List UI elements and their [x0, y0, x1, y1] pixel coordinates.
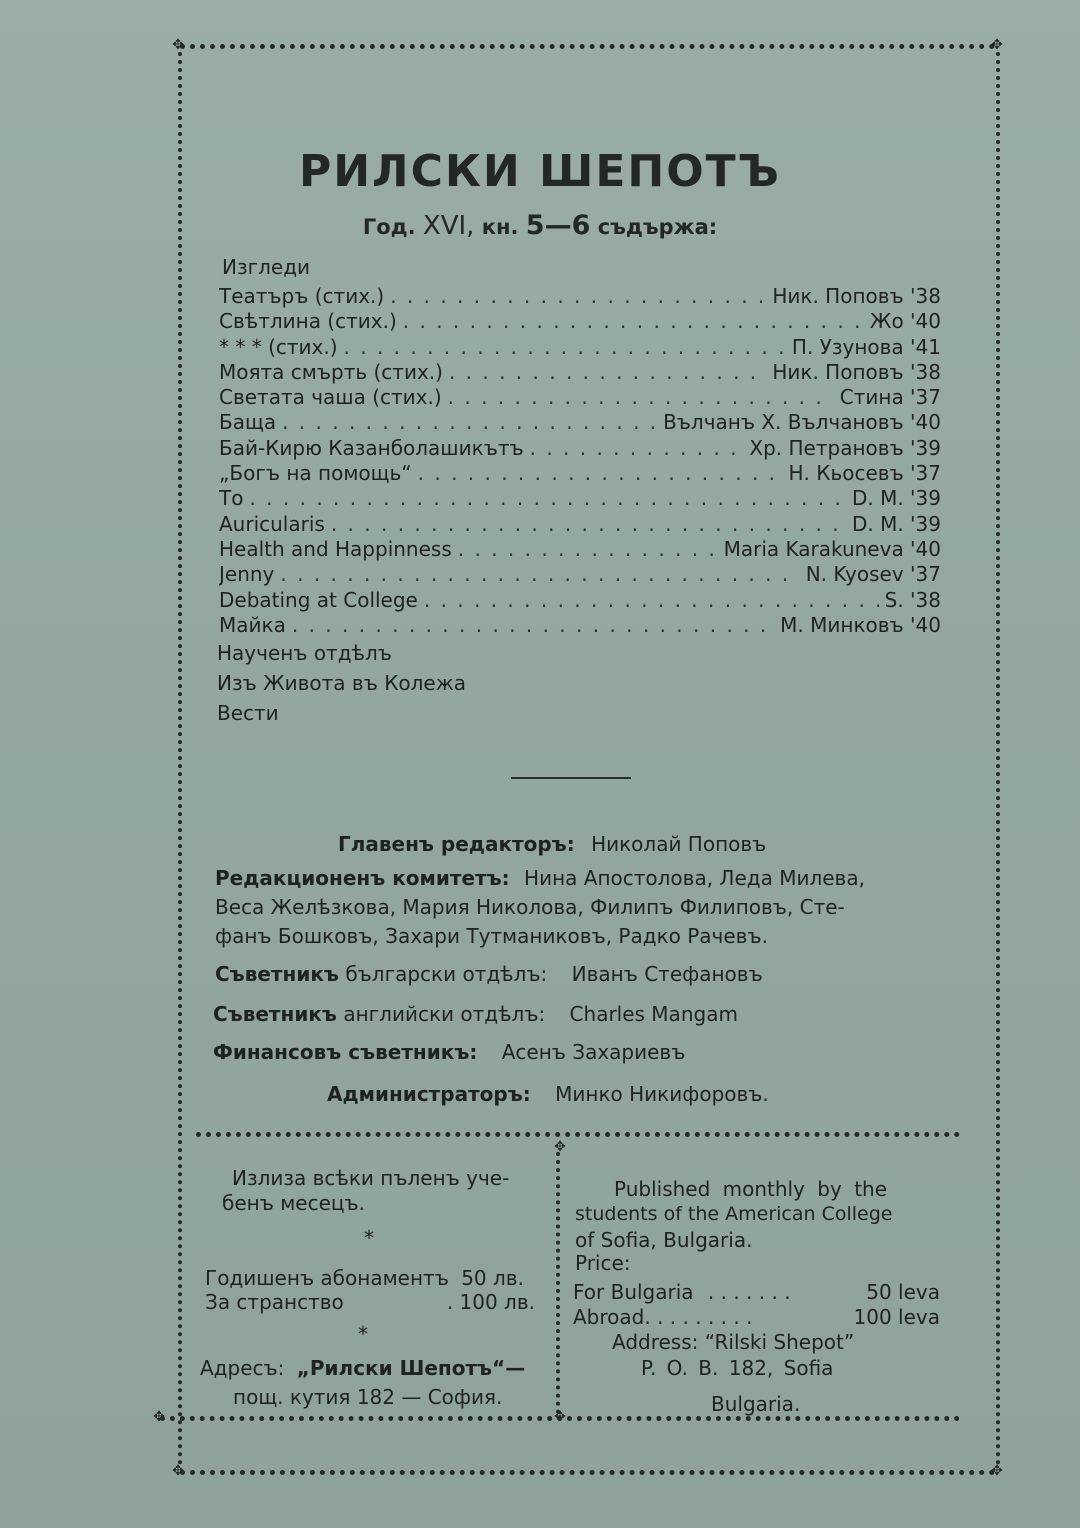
administrator-line	[327, 1082, 769, 1106]
info-en-address-1: Address: “Rilski Shepot”	[612, 1330, 855, 1354]
toc-title: Debating at College	[219, 587, 418, 612]
toc-author: D. M. '39	[851, 511, 941, 536]
toc-title: * * * (стих.)	[219, 334, 338, 359]
info-en-price-1-label: For Bulgaria	[573, 1280, 694, 1304]
info-bg-line-1: Излиза всѣки пъленъ уче-	[232, 1166, 510, 1190]
leader-dots	[292, 613, 774, 637]
leader-dots	[458, 537, 718, 561]
toc-entry	[219, 335, 941, 360]
committee-line-2: Веса Желѣзкова, Мария Николова, Филипъ Филиповъ, Сте-	[215, 895, 845, 919]
section-item: Наученъ отдѣлъ	[217, 641, 392, 665]
issue-book-prefix: кн.	[481, 215, 519, 239]
leader-dots: . . . . . . .	[707, 1280, 791, 1304]
issue-line	[0, 210, 1080, 241]
toc-title: Светата чаша (стих.)	[219, 385, 442, 410]
leader-dots	[282, 410, 657, 434]
toc-title: Свѣтлина (стих.)	[219, 309, 397, 334]
toc-title: Баща	[219, 410, 277, 435]
info-bg-address-2: пощ. кутия 182 — София.	[233, 1385, 503, 1409]
info-bg-sub-1-label: Годишенъ абонаментъ	[205, 1266, 449, 1290]
toc-title: Jenny	[219, 562, 275, 587]
toc-author: Стина '37	[839, 385, 941, 410]
info-box-divider	[556, 1152, 560, 1414]
toc-entry	[219, 410, 941, 435]
bg-advisor-dept: български отдѣлъ:	[345, 962, 548, 986]
toc-author: N. Kyosev '37	[805, 562, 941, 587]
committee-line-1	[215, 866, 865, 890]
corner-ornament-icon: ✥	[172, 1463, 184, 1479]
corner-ornament-icon: ✥	[991, 1463, 1003, 1479]
toc-author: Жо '40	[869, 309, 941, 334]
toc-title: Бай-Кирю Казанболашикътъ	[219, 435, 524, 460]
toc-title: „Богъ на помощь“	[219, 461, 412, 486]
toc-author: Maria Karakuneva '40	[723, 536, 941, 561]
info-bg-sub-2	[205, 1290, 535, 1314]
toc-author: D. M. '39	[851, 486, 941, 511]
en-advisor-name: Charles Mangam	[569, 1002, 738, 1026]
info-en-price-2-label: Abroad.	[573, 1305, 651, 1329]
leader-dots	[249, 486, 846, 510]
en-advisor-label: Съветникъ	[213, 1002, 337, 1026]
info-en-address-2: P. O. B. 182, Sofia	[641, 1356, 834, 1380]
info-bg-sub-1-price: 50 лв.	[461, 1266, 524, 1290]
toc-entry	[219, 512, 941, 537]
finance-advisor-line	[213, 1040, 685, 1064]
info-bg-sub-1	[205, 1266, 524, 1290]
divider-rule	[511, 777, 631, 779]
leader-dots	[424, 588, 879, 612]
chief-editor-line	[338, 832, 766, 856]
info-en-line-1: Published monthly by the	[614, 1177, 888, 1201]
finance-advisor-name: Асенъ Захариевъ	[501, 1040, 686, 1064]
toc-title: Health and Happinness	[219, 536, 452, 561]
administrator-label: Администраторъ:	[327, 1082, 531, 1106]
bg-advisor-line	[215, 962, 763, 986]
issue-suffix: съдържа:	[597, 215, 718, 239]
info-bg-star: *	[358, 1322, 368, 1346]
leader-dots	[331, 512, 846, 536]
toc-author: М. Минковъ '40	[780, 612, 941, 637]
info-en-price-1	[573, 1280, 940, 1304]
administrator-name: Минко Никифоровъ.	[555, 1082, 769, 1106]
corner-ornament-icon: ✥	[554, 1139, 566, 1155]
leader-dots	[403, 309, 864, 333]
info-en-price-label: Price:	[575, 1251, 631, 1275]
leader-dots	[530, 436, 744, 460]
committee-label: Редакционенъ комитетъ:	[215, 866, 510, 890]
toc-entry	[219, 309, 941, 334]
info-bg-address-1	[200, 1356, 525, 1380]
info-bg-sub-2-label: За странство	[205, 1290, 344, 1314]
info-en-price-1-value: 50 leva	[866, 1280, 940, 1304]
section-item: Вести	[217, 701, 279, 725]
toc-author: Хр. Петрановъ '39	[749, 435, 941, 460]
info-bg-star: *	[364, 1226, 374, 1250]
toc-entry	[219, 588, 941, 613]
toc-entry	[219, 562, 941, 587]
bg-advisor-label: Съветникъ	[215, 962, 339, 986]
left-border	[178, 52, 182, 1466]
toc-title: Моята смърть (стих.)	[219, 359, 443, 384]
info-bg-address-value: „Рилски Шепотъ“—	[296, 1356, 526, 1380]
journal-title: РИЛСКИ ШЕПОТЪ	[298, 146, 781, 197]
leader-dots	[344, 335, 786, 359]
toc-entry	[219, 284, 941, 309]
info-bg-address-label: Адресъ:	[200, 1356, 285, 1380]
toc-author: Ник. Поповъ '38	[772, 284, 941, 308]
toc-author: П. Узунова '41	[791, 334, 941, 359]
info-en-price-2-value: 100 leva	[853, 1305, 940, 1329]
en-advisor-dept: английски отдѣлъ:	[343, 1002, 546, 1026]
info-en-price-2	[573, 1305, 940, 1329]
toc-title: Театъръ (стих.)	[219, 284, 385, 308]
top-border	[180, 44, 995, 49]
bottom-border	[180, 1470, 995, 1475]
toc-entry	[219, 461, 941, 486]
info-bg-sub-2-price: . 100 лв.	[446, 1290, 535, 1314]
right-border	[996, 52, 1000, 1466]
toc-author: Н. Кьосевъ '37	[788, 461, 941, 486]
corner-ornament-icon: ✥	[991, 37, 1003, 53]
info-en-line-3: of Sofia, Bulgaria.	[575, 1228, 753, 1252]
info-en-line-2: students of the American College	[575, 1203, 893, 1225]
sections-list	[217, 638, 466, 728]
toc-author: S. '38	[884, 587, 941, 612]
leader-dots	[448, 385, 834, 409]
leader-dots: . . . . . . . .	[657, 1305, 753, 1329]
bg-advisor-name: Иванъ Стефановъ	[571, 962, 763, 986]
toc-title: Auricularis	[219, 511, 325, 536]
toc-title: То	[219, 486, 244, 511]
chief-editor-label: Главенъ редакторъ:	[338, 832, 575, 856]
leader-dots	[418, 461, 783, 485]
issue-year: XVI,	[422, 211, 475, 241]
committee-line-3: фанъ Бошковъ, Захари Тутманиковъ, Радко Рачевъ.	[215, 924, 768, 948]
leader-dots	[449, 360, 766, 384]
toc-author: Вълчанъ Х. Вълчановъ '40	[663, 410, 941, 435]
toc-entry	[219, 613, 941, 638]
table-of-contents	[219, 284, 941, 638]
issue-numbers: 5—6	[525, 210, 591, 241]
info-box-top-border	[196, 1132, 960, 1137]
toc-entry	[219, 436, 941, 461]
corner-ornament-icon: ✥	[153, 1409, 165, 1425]
chief-editor-name: Николай Поповъ	[591, 832, 767, 856]
leader-dots	[390, 284, 766, 308]
corner-ornament-icon: ✥	[172, 37, 184, 53]
finance-advisor-label: Финансовъ съветникъ:	[213, 1040, 478, 1064]
leader-dots	[280, 562, 799, 586]
toc-entry	[219, 486, 941, 511]
toc-author: Ник. Поповъ '38	[772, 359, 941, 384]
corner-ornament-icon: ✥	[554, 1409, 566, 1425]
section-item: Изъ Живота въ Колежа	[217, 671, 466, 695]
en-advisor-line	[213, 1002, 738, 1026]
info-en-address-3: Bulgaria.	[711, 1392, 801, 1416]
toc-entry	[219, 537, 941, 562]
toc-entry	[219, 360, 941, 385]
toc-entry	[219, 385, 941, 410]
committee-members-1: Нина Апостолова, Леда Милева,	[524, 866, 865, 890]
info-bg-line-2: бенъ месецъ.	[222, 1191, 365, 1215]
issue-prefix: Год.	[362, 215, 416, 239]
toc-heading: Изгледи	[222, 255, 311, 279]
toc-title: Майка	[219, 612, 286, 637]
